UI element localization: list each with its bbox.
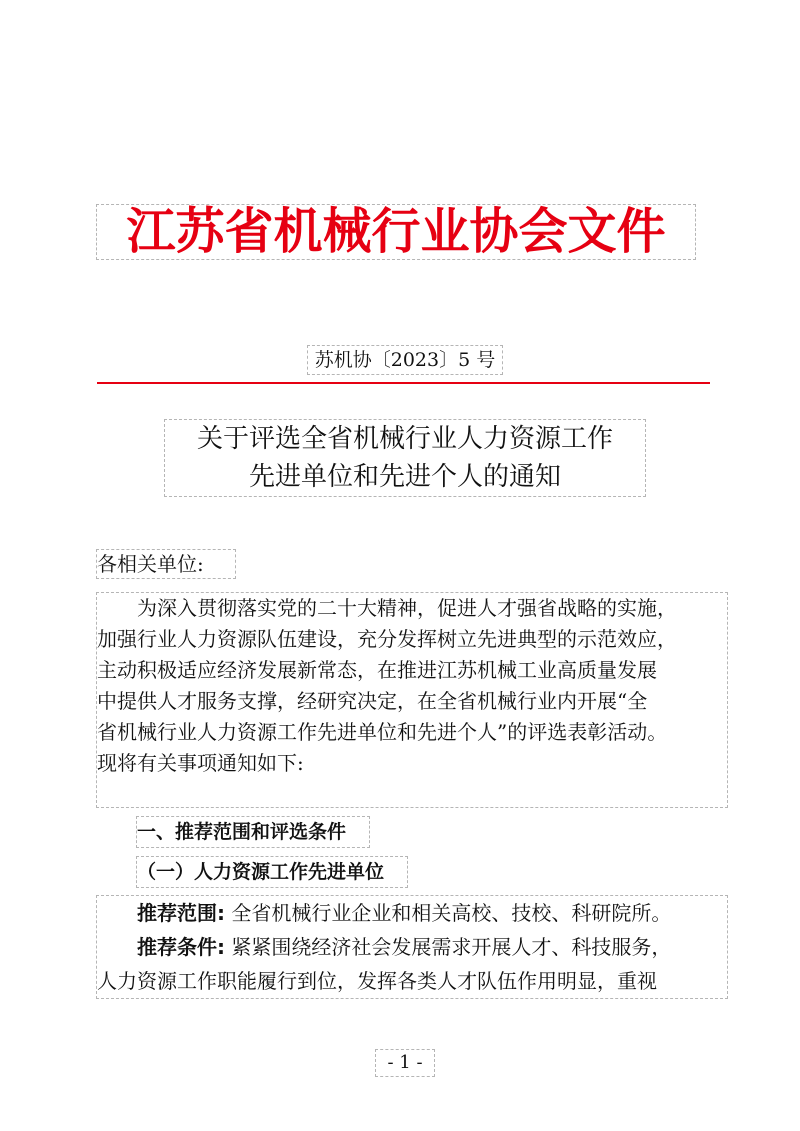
page-number: - 1 - — [376, 1050, 434, 1076]
red-divider-line — [97, 382, 710, 384]
criteria-continuation: 人力资源工作职能履行到位，发挥各类人才队伍作用明显，重视 — [97, 969, 657, 993]
criteria-paragraph — [97, 930, 727, 964]
notice-title — [165, 420, 645, 496]
criteria-text: 紧紧围绕经济社会发展需求开展人才、科技服务， — [225, 935, 672, 959]
scope-text: 全省机械行业企业和相关高校、技校、科研院所。 — [225, 901, 672, 925]
body-paragraph — [97, 593, 727, 807]
body-line: 中提供人才服务支撑，经研究决定，在全省机械行业内开展“全 — [97, 689, 648, 713]
notice-title-line-2: 先进单位和先进个人的通知 — [248, 462, 561, 492]
body-line: 加强行业人力资源队伍建设，充分发挥树立先进典型的示范效应， — [97, 627, 677, 651]
section-heading: 一、推荐范围和评选条件 — [137, 817, 369, 847]
body-line: 为深入贯彻落实党的二十大精神，促进人才强省战略的实施， — [97, 596, 677, 620]
body-line: 主动积极适应经济发展新常态，在推进江苏机械工业高质量发展 — [97, 658, 657, 682]
salutation: 各相关单位: — [97, 550, 235, 578]
body-line: 现将有关事项通知如下: — [97, 751, 304, 775]
document-number: 苏机协〔2023〕5 号 — [308, 346, 502, 374]
notice-title-line-1: 关于评选全省机械行业人力资源工作 — [196, 424, 613, 454]
scope-label: 推荐范围: — [137, 901, 225, 925]
body-line: 省机械行业人力资源工作先进单位和先进个人”的评选表彰活动。 — [97, 720, 668, 744]
org-header-title: 江苏省机械行业协会文件 — [97, 205, 695, 259]
recommendation-block — [97, 896, 727, 998]
subsection-heading: （一）人力资源工作先进单位 — [137, 857, 407, 887]
criteria-label: 推荐条件: — [137, 935, 225, 959]
scope-paragraph — [97, 896, 727, 930]
